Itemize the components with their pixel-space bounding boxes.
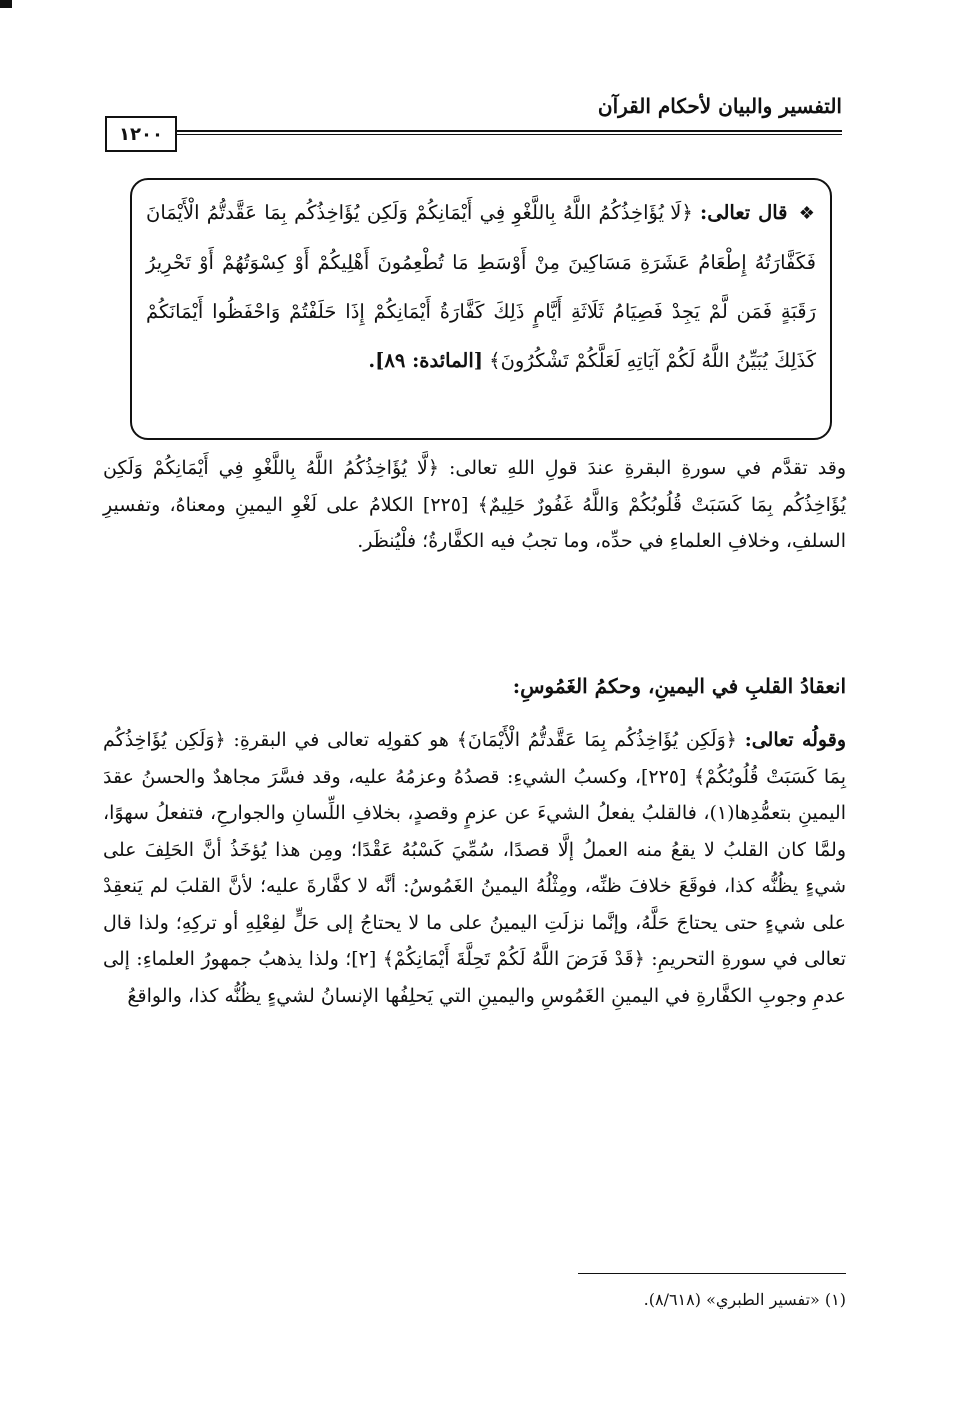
section-heading: انعقادُ القلبِ في اليمينِ، وحكمُ الغَمُوسِ: — [512, 674, 846, 698]
page-header — [105, 88, 842, 158]
corner-mark — [0, 0, 12, 8]
footnote-divider — [578, 1273, 846, 1274]
paragraph-2-lead: وقولُه تعالى: — [744, 729, 847, 751]
paragraph-2 — [103, 722, 846, 1014]
header-rule-thin — [105, 134, 842, 135]
book-title: التفسير والبيان لأحكام القرآن — [597, 94, 842, 118]
verse-reference: [المائدة: ٨٩]. — [368, 349, 483, 372]
page-number: ١٢٠٠ — [105, 116, 177, 152]
paragraph-1-text: وقد تقدَّم في سورةِ البقرةِ عندَ قولِ اللهِ تعالى: ﴿لَّا يُؤَاخِذُكُمُ اللَّهُ بِاللَّغْوِ فِي أَيْمَانِكُمْ وَلَكِن يُؤَاخِذُكُم بِمَا كَسَبَتْ قُلُوبُكُمْ وَاللَّهُ غَفُورٌ حَلِيمٌ﴾ [٢٢٥] الكلامُ على لَغْوِ اليمينِ ومعناهُ، وتفسيرِ السلفِ، وخلافِ العلماءِ في حدِّه، وما تجبُ فيه الكفَّارةُ؛ فلْيُنظَر. — [103, 457, 846, 552]
paragraph-2-text: ﴿وَلَكِن يُؤَاخِذُكُم بِمَا عَقَّدتُّمُ الْأَيْمَانَ﴾ هو كقولِه تعالى في البقرةِ: ﴿وَلَكِن يُؤَاخِذُكُم بِمَا كَسَبَتْ قُلُوبُكُمْ﴾ [٢٢٥]، وكسبُ الشيءِ: قصدُهُ وعزمُهُ عليه، وقد فسَّرَ مجاهدٌ والحسنُ عقدَ اليمينِ بتعمُّدِها(١)، فالقلبُ يفعلُ الشيءَ عن عزمٍ وقصدٍ، بخلافِ اللِّسانِ والجوارحِ، فتفعلُ سهوًا، ولمَّا كان القلبُ لا يقعُ منه العملُ إلَّا قصدًا، سُمِّيَ كَسْبُهُ عَقْدًا؛ ومِن هذا يُؤخَذُ أنَّ الحَلِفَ على شيءٍ يظُنُّه كذا، فوقَعَ خلافَ ظنِّه، ومِثْلُهُ اليمينُ الغَمُوسُ: أنَّه لا كفَّارةَ عليه؛ لأنَّ القلبَ لم يَنعقِدْ على شيءٍ حتى يحتاجَ حَلَّهُ، وإنَّما نزلَتِ اليمينُ على ما لا يحتاجُ إلى حَلٍّ لفِعْلِهِ أو تركِهِ؛ ولذا قال تعالى في سورةِ التحريمِ: ﴿قَدْ فَرَضَ اللَّهُ لَكُمْ تَحِلَّةَ أَيْمَانِكُمْ﴾ [٢]؛ ولذا يذهبُ جمهورُ العلماءِ: إلى عدمِ وجوبِ الكفَّارةِ في اليمينِ الغَمُوسِ واليمينِ التي يَحلِفُها الإنسانُ لشيءٍ يظُنُّه كذا، والواقعُ — [103, 729, 846, 1007]
verse-intro: قال تعالى: — [700, 201, 788, 224]
verse-text: ﴿لَا يُؤَاخِذُكُمُ اللَّهُ بِاللَّغْوِ فِي أَيْمَانِكُمْ وَلَكِن يُؤَاخِذُكُم بِمَا عَقَّدتُّمُ الْأَيْمَانَ فَكَفَّارَتُهُ إِطْعَامُ عَشَرَةِ مَسَاكِينَ مِنْ أَوْسَطِ مَا تُطْعِمُونَ أَهْلِيكُمْ أَوْ كِسْوَتُهُمْ أَوْ تَحْرِيرُ رَقَبَةٍ فَمَن لَّمْ يَجِدْ فَصِيَامُ ثَلَاثَةِ أَيَّامٍ ذَلِكَ كَفَّارَةُ أَيْمَانِكُمْ إِذَا حَلَفْتُمْ وَاحْفَظُوا أَيْمَانَكُمْ كَذَلِكَ يُبَيِّنُ اللَّهُ لَكُمْ آيَاتِهِ لَعَلَّكُمْ تَشْكُرُونَ﴾ — [146, 201, 816, 372]
ornament-icon: ❖ — [798, 203, 816, 224]
paragraph-lagw — [103, 450, 846, 560]
footnote: (١) «تفسير الطبري» (٨/٦١٨). — [643, 1290, 846, 1309]
header-rule — [105, 130, 842, 132]
paragraph-ghamus — [103, 722, 846, 1014]
verse-paragraph — [146, 188, 816, 385]
verse-box — [130, 178, 832, 440]
